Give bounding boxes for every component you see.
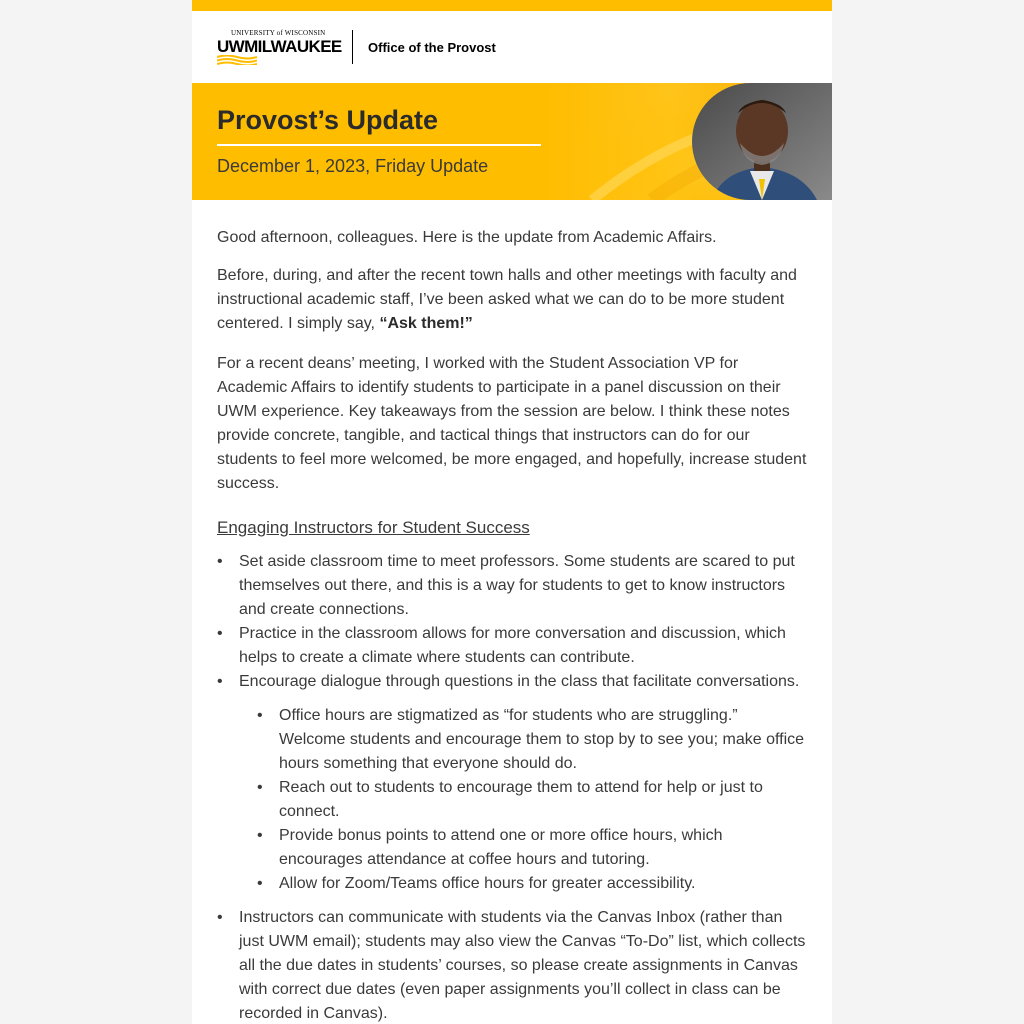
list-item-text: Practice in the classroom allows for more conversation and discussion, which helps to create a climate where students can contribute. [239, 625, 786, 666]
bullet-glyph: • [257, 779, 263, 796]
banner [192, 83, 832, 200]
email-body [192, 200, 832, 1024]
bullet-glyph: • [257, 827, 263, 844]
bullet-glyph: • [217, 625, 223, 642]
sub-list-item [257, 704, 807, 776]
bullet-glyph: • [257, 707, 263, 724]
bullet-list [217, 550, 807, 694]
bullet-list-continued [217, 906, 807, 1024]
sub-list-item-text: Office hours are stigmatized as “for students who are struggling.” Welcome students and encourage them to stop by to see you; make office hours something that everyone should do. [279, 707, 805, 772]
banner-rule [217, 144, 541, 146]
sub-bullet-list [257, 704, 807, 896]
list-item-text: Instructors can communicate with students via the Canvas Inbox (rather than just UWM email); students may also view the Canvas “To-Do” list, which collects all the due dates in students’ courses, so please create assignments in Canvas with correct due dates (even paper assignments you’ll collect in class can be recorded in Canvas). [239, 909, 806, 1022]
logo-stripes-icon [217, 55, 257, 65]
logo-milwaukee-text: MILWAUKEE [244, 37, 342, 56]
logo-wordmark [217, 37, 342, 57]
uwm-logo[interactable] [217, 29, 342, 65]
provost-portrait-icon [692, 83, 832, 200]
banner-title: Provost’s Update [217, 105, 439, 135]
header-divider [352, 30, 353, 64]
sub-list-item [257, 776, 807, 824]
sub-list-item [257, 824, 807, 872]
email-container [192, 0, 832, 1024]
logo-uw-text: UW [217, 37, 245, 56]
greeting: Good afternoon, colleagues. Here is the update from Academic Affairs. [217, 229, 717, 246]
paragraph-deans-meeting: For a recent deans’ meeting, I worked with the Student Association VP for Academic Affairs to identify students to participate in a panel discussion on their UWM experience. Key takeaways from the session are below. I think these notes provide concrete, tangible, and tactical things that instructors can do for our students to feel more welcomed, be more engaged, and hopefully, increase student success. [217, 355, 807, 492]
list-item [217, 550, 807, 622]
sub-list-item-text: Allow for Zoom/Teams office hours for greater accessibility. [279, 875, 696, 892]
list-item-text: Set aside classroom time to meet professors. Some students are scared to put themselves out there, and this is a way for students to get to know instructors and create connections. [239, 553, 795, 618]
banner-date: December 1, 2023, Friday Update [217, 156, 489, 176]
sub-list-item-text: Reach out to students to encourage them to attend for help or just to connect. [279, 779, 763, 820]
bullet-glyph: • [217, 909, 223, 926]
paragraph-ask-them-text: Before, during, and after the recent town halls and other meetings with faculty and instructional academic staff, I’ve been asked what we can do to be more student centered. I simply say, [217, 267, 797, 332]
provost-photo [692, 83, 832, 200]
office-title: Office of the Provost [368, 39, 496, 55]
top-gold-bar [192, 0, 832, 11]
paragraph-ask-them [217, 264, 807, 336]
ask-them-bold: “Ask them!” [379, 315, 473, 332]
list-item [217, 906, 807, 1024]
list-item [217, 670, 807, 694]
section-heading: Engaging Instructors for Student Success [217, 518, 530, 537]
logo-university-text: UNIVERSITY of WISCONSIN [231, 29, 326, 37]
bullet-glyph: • [217, 553, 223, 570]
bullet-glyph: • [217, 673, 223, 690]
list-item-text: Encourage dialogue through questions in the class that facilitate conversations. [239, 673, 800, 690]
list-item [217, 622, 807, 670]
sub-list-item [257, 872, 807, 896]
sub-list-item-text: Provide bonus points to attend one or more office hours, which encourages attendance at coffee hours and tutoring. [279, 827, 723, 868]
email-header [192, 11, 832, 83]
bullet-glyph: • [257, 875, 263, 892]
